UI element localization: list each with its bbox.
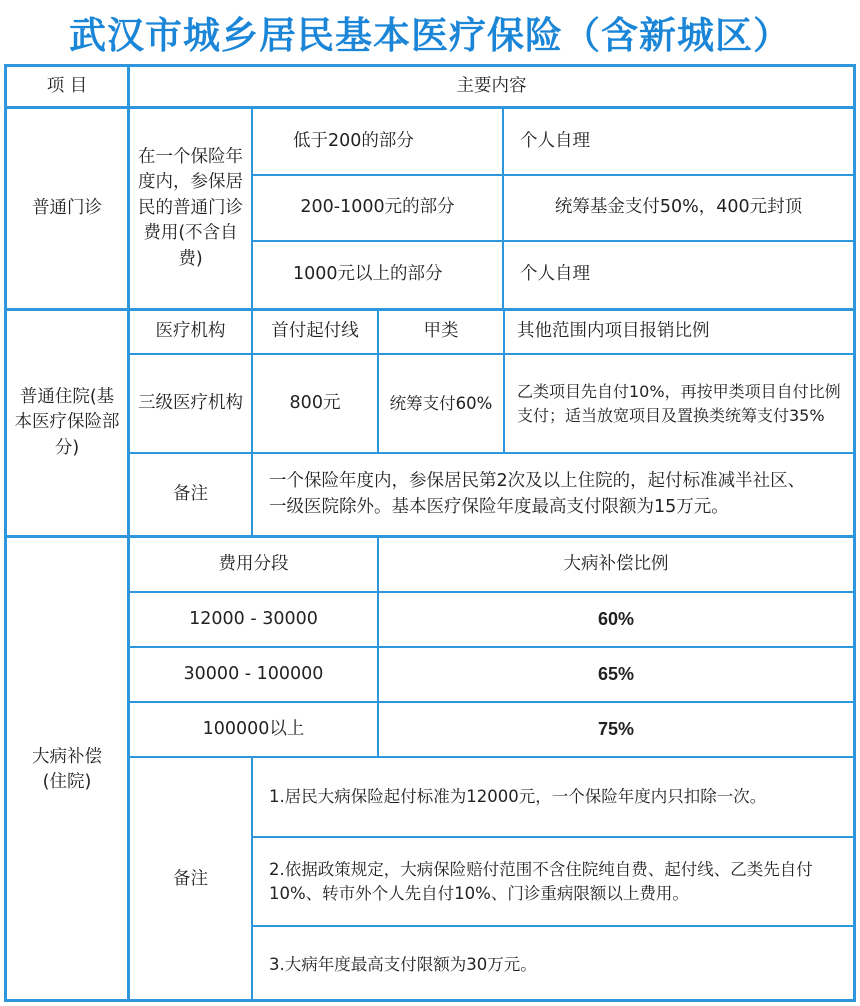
critical-note-label: 备注 — [173, 869, 208, 890]
critical-note-3: 3.大病年度最高支付限额为30万元。 — [269, 954, 537, 974]
inpatient-deductible: 800元 — [289, 392, 341, 413]
critical-note-1: 1.居民大病保险起付标准为12000元，一个保险年度内只扣除一次。 — [269, 787, 767, 807]
outpatient-rule: 个人自理 — [520, 130, 590, 151]
critical-segment: 30000 - 100000 — [183, 663, 324, 684]
page-title: 武汉市城乡居民基本医疗保险（含新城区） — [69, 14, 791, 57]
outpatient-range: 1000元以上的部分 — [293, 264, 443, 285]
outpatient-label: 普通门诊 — [32, 197, 102, 218]
inpatient-note-label: 备注 — [173, 483, 208, 504]
inpatient-other: 乙类项目先自付10%，再按甲类项目自付比例支付；适当放宽项目及置换类统筹支付35% — [517, 382, 841, 425]
critical-note-2: 2.依据政策规定，大病保险赔付范围不含住院纯自费、起付线、乙类先自付10%、转市外个人先自付10%、门诊重病限额以上费用。 — [269, 859, 813, 903]
outpatient-rule: 个人自理 — [520, 264, 590, 285]
inpatient-class-a: 统筹支付60% — [389, 393, 493, 413]
inpatient-header-institution: 医疗机构 — [155, 321, 226, 342]
outpatient-rule: 统筹基金支付50%，400元封顶 — [554, 197, 803, 218]
header-content: 主要内容 — [456, 75, 527, 96]
critical-segment: 12000 - 30000 — [189, 608, 318, 629]
header-item: 项 目 — [46, 75, 88, 96]
inpatient-header-class-a: 甲类 — [423, 321, 459, 342]
critical-label: 大病补偿(住院) — [32, 746, 102, 792]
inpatient-label: 普通住院(基本医疗保险部分) — [14, 386, 120, 458]
critical-ratio: 75% — [597, 719, 635, 740]
outpatient-range: 200-1000元的部分 — [300, 197, 455, 218]
critical-header-ratio: 大病补偿比例 — [563, 553, 669, 574]
critical-ratio: 60% — [597, 609, 635, 630]
outpatient-range: 低于200的部分 — [293, 130, 414, 151]
critical-ratio: 65% — [597, 664, 635, 685]
inpatient-note: 一个保险年度内，参保居民第2次及以上住院的，起付标准减半社区、一级医院除外。基本医疗保险年度最高支付限额为15万元。 — [269, 471, 806, 517]
inpatient-institution: 三级医疗机构 — [138, 392, 243, 413]
inpatient-header-deductible: 首付起付线 — [271, 321, 359, 342]
critical-header-segment: 费用分段 — [218, 553, 289, 574]
inpatient-header-other: 其他范围内项目报销比例 — [517, 321, 710, 342]
outpatient-description: 在一个保险年度内，参保居民的普通门诊费用(不含自费) — [138, 147, 243, 269]
critical-segment: 100000以上 — [202, 718, 305, 739]
